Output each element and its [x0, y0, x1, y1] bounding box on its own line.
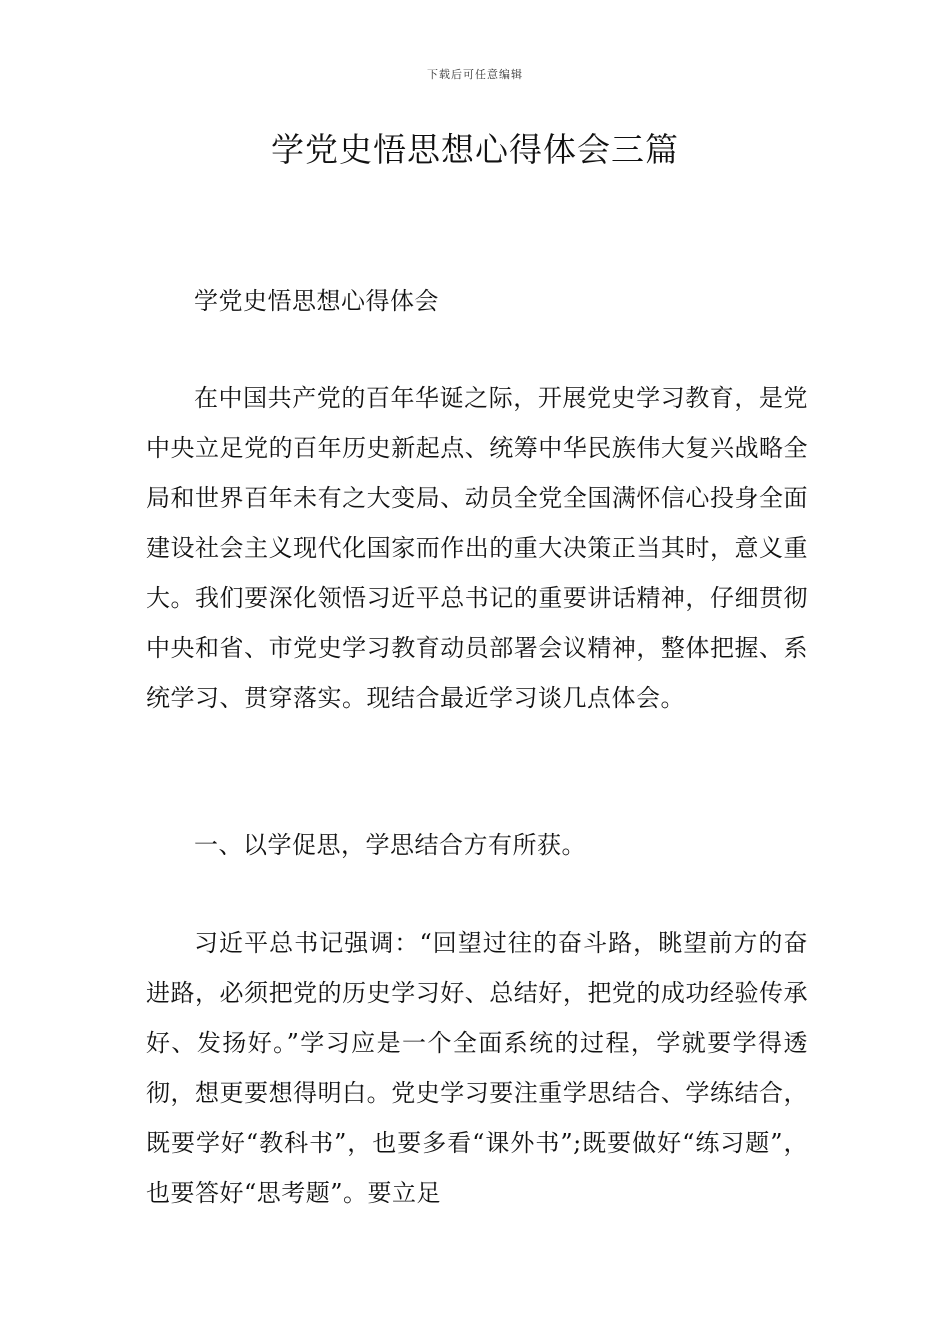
paragraph-section-1: 习近平总书记强调：“回望过往的奋斗路，眺望前方的奋进路，必须把党的历史学习好、总结好，把党的成功经验传承好、发扬好。”学习应是一个全面系统的过程，学就要学得透彻，想更要想得明白。党史学习要注重学思结合、学练结合，既要学好“教科书”，也要多看“课外书”;既要做好“练习题”，也要答好“思考题”。要立足 — [146, 929, 808, 1207]
subtitle: 学党史悟思想心得体会 — [194, 287, 439, 315]
paragraph-intro: 在中国共产党的百年华诞之际，开展党史学习教育，是党中央立足党的百年历史新起点、统筹中华民族伟大复兴战略全局和世界百年未有之大变局、动员全党全国满怀信心投身全面建设社会主义现代化国家而作出的重大决策正当其时，意义重大。我们要深化领悟习近平总书记的重要讲话精神，仔细贯彻中央和省、市党史学习教育动员部署会议精神，整体把握、系统学习、贯穿落实。现结合最近学习谈几点体会。 — [146, 384, 808, 712]
header-note: 下载后可任意编辑 — [427, 68, 523, 81]
document-title: 学党史悟思想心得体会三篇 — [271, 130, 679, 169]
section-heading-1: 一、以学促思，学思结合方有所获。 — [194, 831, 586, 859]
